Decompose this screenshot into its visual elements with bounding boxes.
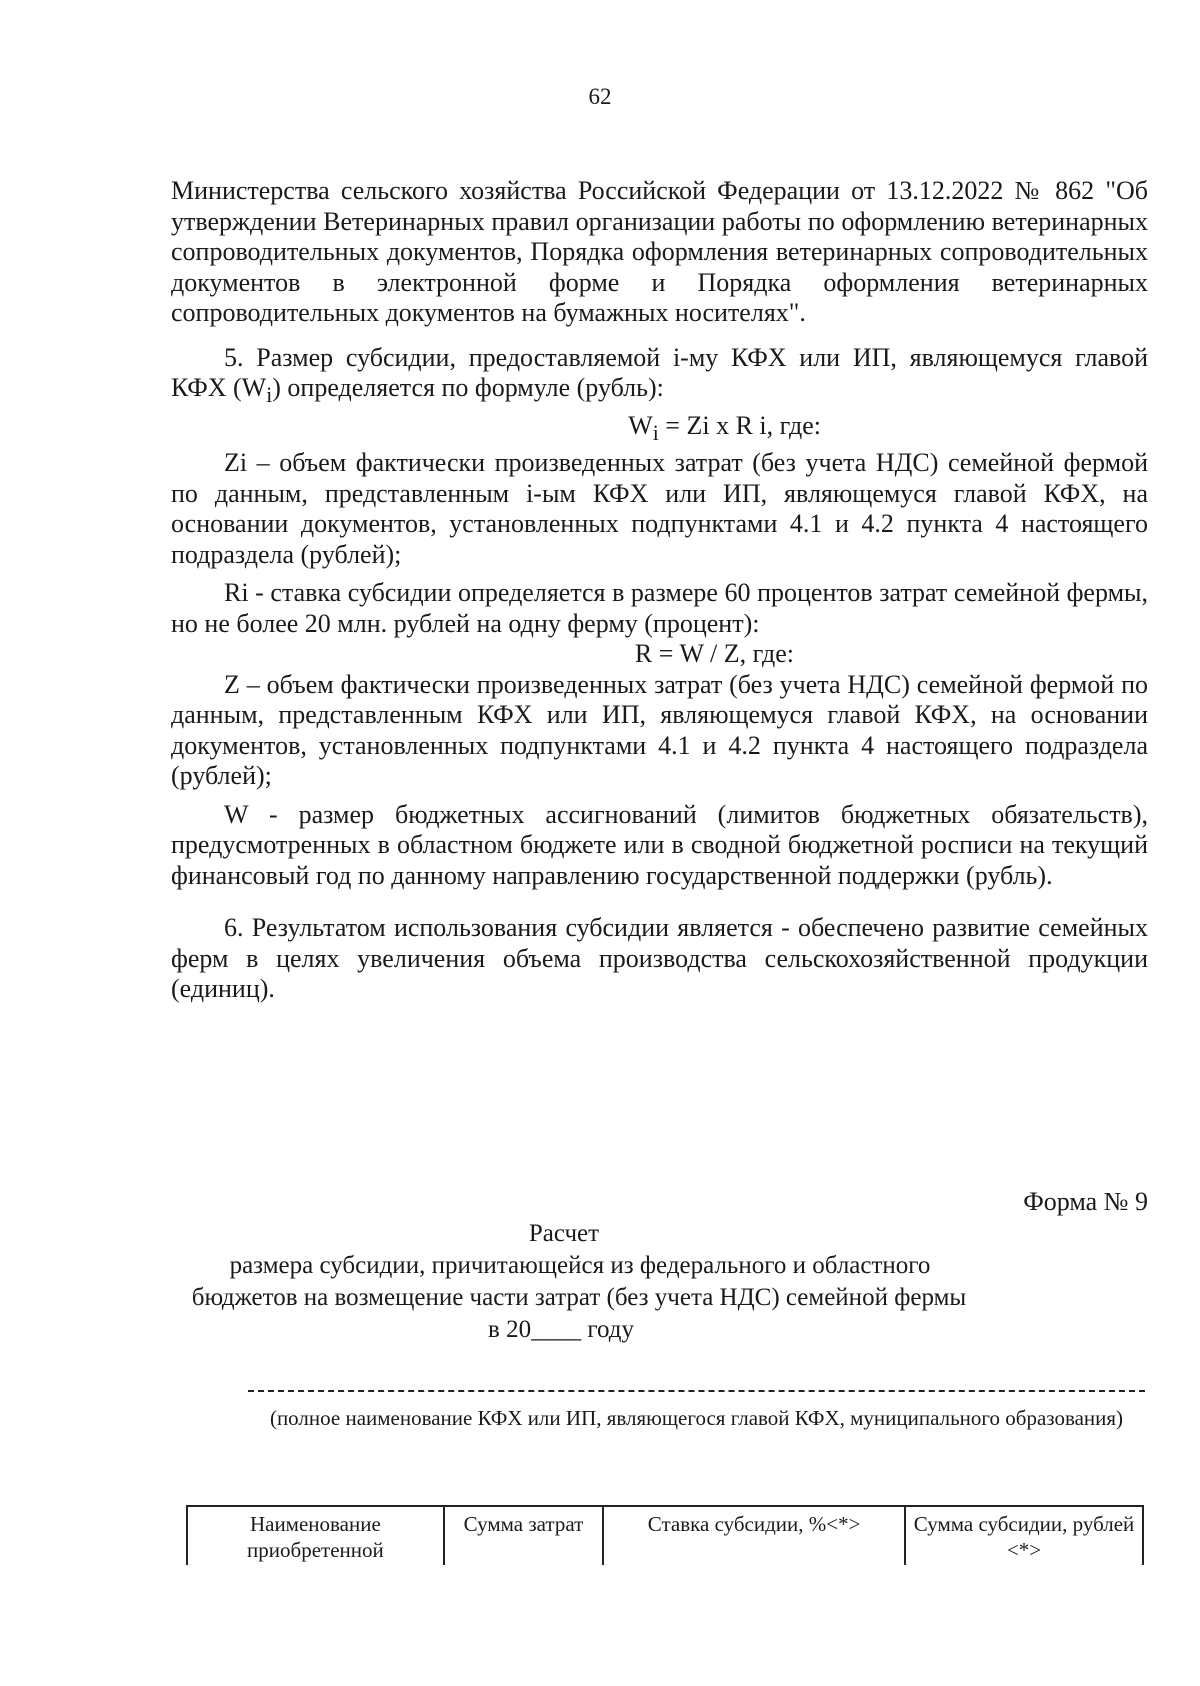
formula-wi: [171, 411, 1148, 449]
subscript-i: i: [266, 383, 273, 408]
ri-definition: Ri - ставка субсидии определяется в размере 60 процентов затрат семейной фермы, но не более 20 млн. рублей на одну ферму (процент):: [171, 578, 1148, 638]
formula-wi-sub: i: [652, 420, 659, 445]
table-header-cell: Сумма субсидии, рублей <*>: [905, 1506, 1143, 1565]
paragraph-6: 6. Результатом использования субсидии является - обеспечено развитие семейных ферм в целях увеличения объема производства сельскохозяйственной продукции (единиц).: [171, 913, 1148, 1004]
formula-r: R = W / Z, где:: [634, 639, 794, 669]
subsidy-calculation-table: [186, 1505, 1144, 1565]
z-definition: Z – объем фактически произведенных затрат (без учета НДС) семейной фермой по данным, представленным КФХ или ИП, являющемуся главой КФХ, на основании документов, установленных подпунктами 4.1 и 4.2 пункта 4 настоящего подраздела (рублей);: [171, 669, 1148, 791]
table-header-cell: Наименование приобретенной: [187, 1506, 444, 1565]
calculation-title: [0, 1218, 1200, 1346]
table-header-row: [187, 1506, 1143, 1565]
calculation-title-line-2: размера субсидии, причитающейся из федерального и областного: [229, 1252, 931, 1279]
w-definition: W - размер бюджетных ассигнований (лимитов бюджетных обязательств), предусмотренных в областном бюджете или в сводной бюджетной росписи на текущий финансовый год по данному направлению государственной поддержки (рубль).: [171, 799, 1148, 890]
table-header-cell: Сумма затрат: [444, 1506, 603, 1565]
page-number: 62: [588, 84, 612, 109]
paragraph-5-end: ) определяется по формуле (рубль):: [272, 373, 664, 402]
formula-wi-w: W: [628, 410, 653, 440]
paragraph-5: [171, 343, 1148, 411]
paragraph-5-start: 5. Размер субсидии, предоставляемой i-му КФХ или ИП, являющемуся главой КФХ (W: [171, 342, 1148, 402]
table-header-cell: Ставка субсидии, %<*>: [603, 1506, 905, 1565]
entity-name-caption: (полное наименование КФХ или ИП, являющегося главой КФХ, муниципального образования): [269, 1406, 1124, 1430]
paragraph-ministry-order: Министерства сельского хозяйства Российской Федерации от 13.12.2022 № 862 "Об утверждении Ветеринарных правил организации работы по оформлению ветеринарных сопроводительных документов, Порядка оформления ветеринарных сопроводительных документов в электронной форме и Порядка оформления ветеринарных сопроводительных документов на бумажных носителях".: [171, 176, 1148, 327]
calculation-title-line-1: Расчет: [528, 1220, 600, 1247]
entity-name-fill-line: [248, 1390, 1145, 1392]
document-body: [171, 176, 1148, 1005]
form-number: Форма № 9: [1023, 1187, 1148, 1216]
formula-wi-rest: = Zi x R i, где:: [658, 410, 821, 440]
zi-definition: Zi – объем фактически произведенных затрат (без учета НДС) семейной фермой по данным, представленным i-ым КФХ или ИП, являющемуся главой КФХ, на основании документов, установленных подпунктами 4.1 и 4.2 пункта 4 настоящего подраздела (рублей);: [171, 448, 1148, 569]
calculation-title-line-3: бюджетов на возмещение части затрат (без учета НДС) семейной фермы: [191, 1284, 967, 1311]
calculation-title-line-4: в 20____ году: [488, 1316, 634, 1343]
